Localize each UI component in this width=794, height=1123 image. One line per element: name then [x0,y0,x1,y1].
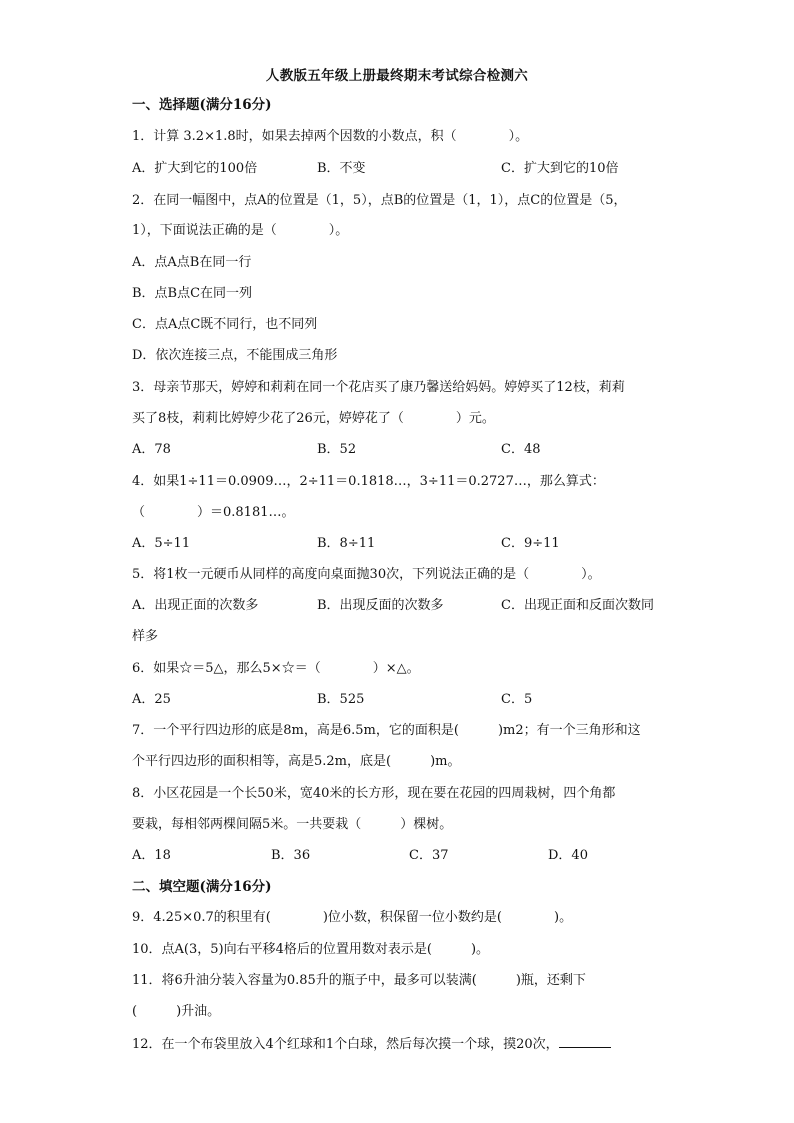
question-1: 1．计算 3.2×1.8时，如果去掉两个因数的小数点，积（ ）。 [132,129,529,144]
q6-option-a: A．25 [132,692,171,707]
q1-option-a: A．扩大到它的100倍 [132,161,258,176]
q5-option-c: C．出现正面和反面次数同 [501,598,654,613]
q8-option-a: A．18 [132,848,171,863]
question-12 [132,1035,611,1054]
question-2-line-1: 2．在同一幅图中，点A的位置是（1，5），点B的位置是（1，1），点C的位置是（5， [132,193,627,208]
q4-option-a: A．5÷11 [132,536,191,551]
q6-option-c: C．5 [501,692,533,707]
question-4-line-2: （ ）＝0.8181…。 [132,505,295,520]
section-heading-fill-in: 二、填空题(满分16分) [132,879,272,895]
question-3-line-2: 买了8枝，莉莉比婷婷少花了26元，婷婷花了（ ）元。 [132,411,495,426]
q5-option-b: B．出现反面的次数多 [317,598,444,613]
q8-option-b: B．36 [271,848,311,863]
question-6: 6．如果☆＝5△，那么5×☆＝（ ）×△。 [132,661,420,676]
q8-option-d: D．40 [548,848,588,863]
q4-option-b: B．8÷11 [317,536,376,551]
q2-option-d: D．依次连接三点，不能围成三角形 [132,348,338,363]
q3-option-b: B．52 [317,442,357,457]
question-11-line-2: ( )升油。 [132,1004,221,1019]
question-11-line-1: 11．将6升油分装入容量为0.85升的瓶子中，最多可以装满( )瓶，还剩下 [132,973,586,988]
page-title: 人教版五年级上册最终期末考试综合检测六 [265,68,529,84]
answer-blank-line [559,1035,611,1048]
q3-option-a: A．78 [132,442,171,457]
q4-option-c: C．9÷11 [501,536,560,551]
q2-option-a: A．点A点B在同一行 [132,255,252,270]
question-5: 5．将1枚一元硬币从同样的高度向桌面抛30次，下列说法正确的是（ ）。 [132,567,601,582]
question-7-line-1: 7．一个平行四边形的底是8m，高是6.5m，它的面积是( )m2；有一个三角形和这 [132,723,641,738]
q5-option-c-wrap: 样多 [132,629,159,644]
q5-option-a: A．出现正面的次数多 [132,598,259,613]
q8-option-c: C．37 [409,848,449,863]
q1-option-b: B．不变 [317,161,366,176]
q1-option-c: C．扩大到它的10倍 [501,161,619,176]
question-9: 9．4.25×0.7的积里有( )位小数，积保留一位小数约是( )。 [132,910,573,925]
question-4-line-1: 4．如果1÷11＝0.0909…，2÷11＝0.1818…，3÷11＝0.2727…，那么算式： [132,474,605,489]
question-2-line-2: 1），下面说法正确的是（ ）。 [132,223,349,238]
question-8-line-1: 8．小区花园是一个长50米，宽40米的长方形，现在要在花园的四周栽树，四个角都 [132,786,616,801]
question-12-text: 12．在一个布袋里放入4个红球和1个白球，然后每次摸一个球，摸20次， [132,1037,559,1052]
q6-option-b: B．525 [317,692,365,707]
question-3-line-1: 3．母亲节那天，婷婷和莉莉在同一个花店买了康乃馨送给妈妈。婷婷买了12枝，莉莉 [132,380,625,395]
q3-option-c: C．48 [501,442,541,457]
question-8-line-2: 要栽，每相邻两棵间隔5米。一共要栽（ ）棵树。 [132,817,453,832]
question-10: 10．点A(3，5)向右平移4格后的位置用数对表示是( )。 [132,942,490,957]
question-7-line-2: 个平行四边形的面积相等，高是5.2m，底是( )m。 [132,754,461,769]
section-heading-choice: 一、选择题(满分16分) [132,97,272,113]
q2-option-b: B．点B点C在同一列 [132,286,253,301]
q2-option-c: C．点A点C既不同行，也不同列 [132,317,318,332]
